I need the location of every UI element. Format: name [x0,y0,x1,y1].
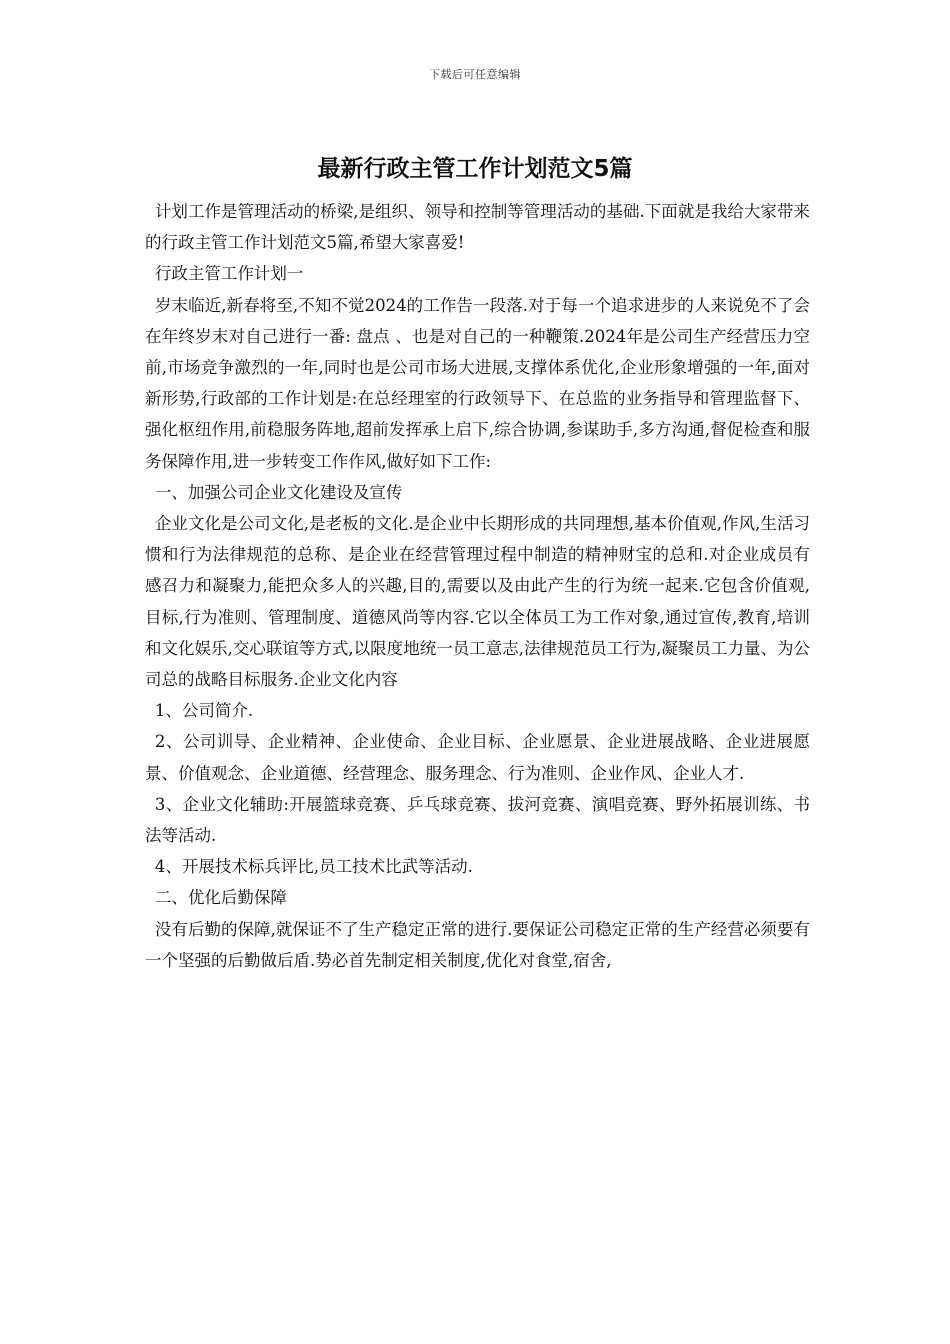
list-item: 3、企业文化辅助:开展篮球竞赛、乒乓球竞赛、拔河竞赛、演唱竞赛、野外拓展训练、书法等活动. [145,794,810,846]
body-paragraph: 岁末临近,新春将至,不知不觉2024的工作告一段落.对于每一个追求进步的人来说免不了会在年终岁末对自己进行一番: 盘点 、也是对自己的一种鞭策.2024年是公司生产经营压力空前,市场竞争激烈的一年,同时也是公司市场大进展,支撑体系优化,企业形象增强的一年,面对新形势,行政部的工作计划是:在总经理室的行政领导下、在总监的业务指导和管理监督下、强化枢纽作用,前稳服务阵地,超前发挥承上启下,综合协调,参谋助手,多方沟通,督促检查和服务保障作用,进一步转变工作作风,做好如下工作: [145,295,810,471]
document-body [145,196,810,976]
list-item: 2、公司训导、企业精神、企业使命、企业目标、企业愿景、企业进展战略、企业进展愿景、价值观念、企业道德、经营理念、服务理念、行为准则、企业作风、企业人才. [145,732,810,783]
document-title: 最新行政主管工作计划范文5篇 [317,156,633,182]
header-note: 下载后可任意编辑 [429,68,521,81]
body-paragraph: 没有后勤的保障,就保证不了生产稳定正常的进行.要保证公司稳定正常的生产经营必须要有一个坚强的后勤做后盾.势必首先制定相关制度,优化对食堂,宿舍, [145,919,810,970]
section-heading-logistics: 二、优化后勤保障 [154,888,287,908]
body-paragraph: 企业文化是公司文化,是老板的文化.是企业中长期形成的共同理想,基本价值观,作风,生活习惯和行为法律规范的总称、是企业在经营管理过程中制造的精神财宝的总和.对企业成员有感召力和凝聚力,能把众多人的兴趣,目的,需要以及由此产生的行为统一起来.它包含价值观,目标,行为准则、管理制度、道德风尚等内容.它以全体员工为工作对象,通过宣传,教育,培训和文化娱乐,交心联谊等方式,以限度地统一员工意志,法律规范员工行为,凝聚员工力量、为公司总的战略目标服务.企业文化内容 [145,514,810,690]
list-item: 4、开展技术标兵评比,员工技术比武等活动. [154,857,473,877]
intro-paragraph: 计划工作是管理活动的桥梁,是组织、领导和控制等管理活动的基础.下面就是我给大家带来的行政主管工作计划范文5篇,希望大家喜爱! [145,202,810,253]
section-heading-culture: 一、加强公司企业文化建设及宣传 [154,482,403,502]
list-item: 1、公司简介. [154,701,254,721]
section-heading-plan-one: 行政主管工作计划一 [154,264,304,284]
